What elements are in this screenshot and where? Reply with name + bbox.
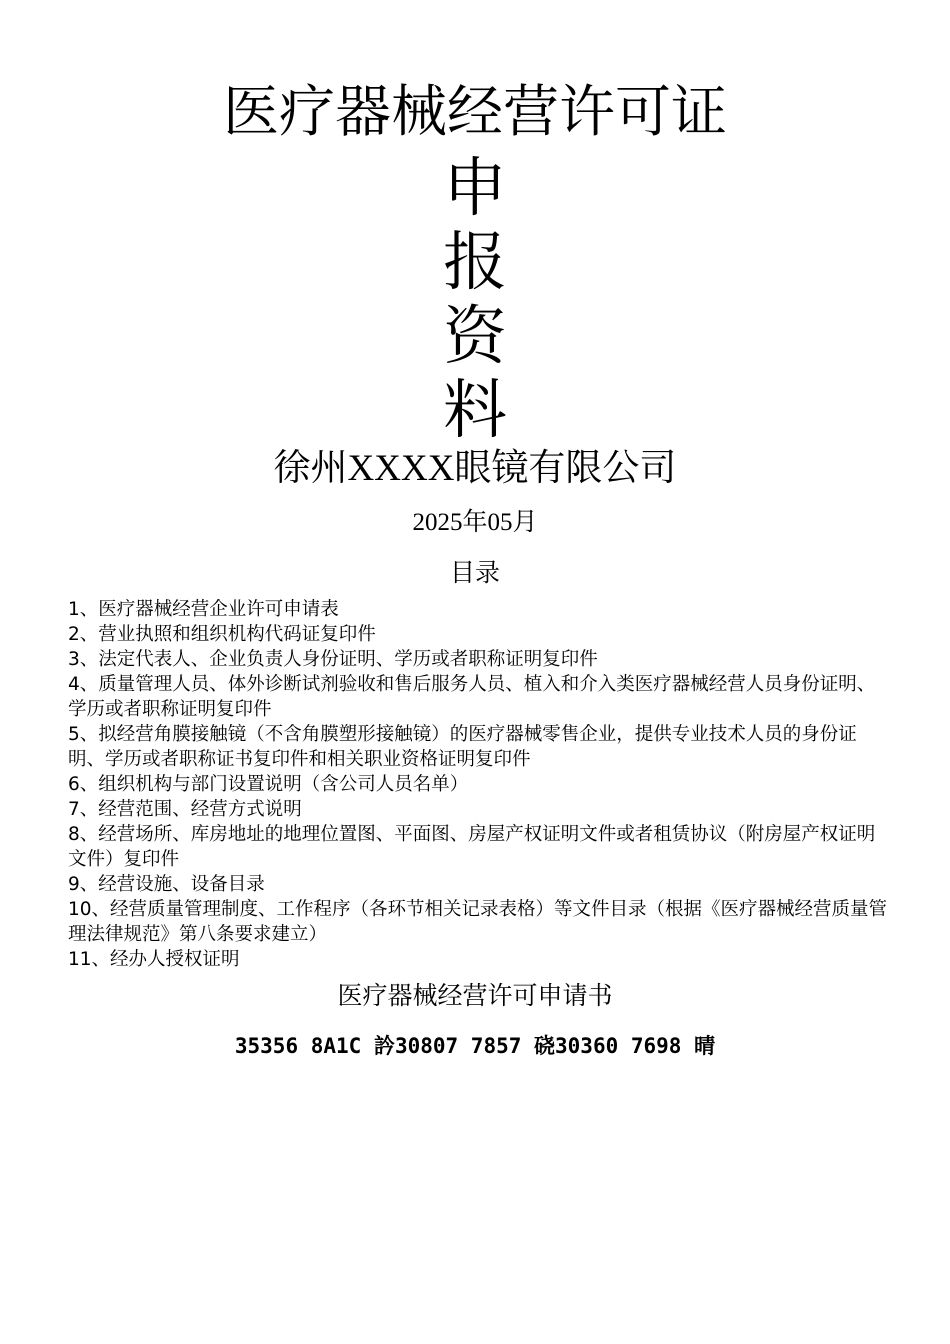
code-line: 35356 8A1C 訡30807 7857 硗30360 7698 晴 bbox=[234, 1034, 716, 1058]
application-title: 医疗器械经营许可申请书 bbox=[337, 981, 613, 1010]
vertical-title-char-3: 资 bbox=[443, 300, 507, 374]
toc-list bbox=[68, 597, 888, 972]
vertical-title-char-2: 报 bbox=[443, 226, 507, 300]
toc-item: 9、经营设施、设备目录 bbox=[68, 874, 265, 895]
document-date: 2025年05月 bbox=[412, 509, 538, 536]
company-name: 徐州XXXX眼镜有限公司 bbox=[273, 448, 677, 489]
toc-item: 4、质量管理人员、体外诊断试剂验收和售后服务人员、植入和介入类医疗器械经营人员身份证明、学历或者职称证明复印件 bbox=[68, 674, 876, 720]
toc-item: 11、经办人授权证明 bbox=[68, 949, 240, 970]
toc-item: 7、经营范围、经营方式说明 bbox=[68, 799, 302, 820]
toc-item: 3、法定代表人、企业负责人身份证明、学历或者职称证明复印件 bbox=[68, 649, 598, 670]
toc-heading: 目录 bbox=[449, 558, 500, 587]
vertical-title-char-4: 料 bbox=[443, 374, 507, 448]
vertical-title-char-1: 申 bbox=[443, 152, 507, 226]
toc-item: 10、经营质量管理制度、工作程序（各环节相关记录表格）等文件目录（根据《医疗器械经营质量管理法律规范》第八条要求建立） bbox=[68, 899, 888, 945]
toc-item: 8、经营场所、库房地址的地理位置图、平面图、房屋产权证明文件或者租赁协议（附房屋产权证明文件）复印件 bbox=[68, 824, 876, 870]
toc-item: 6、组织机构与部门设置说明（含公司人员名单） bbox=[68, 774, 469, 795]
toc-item: 5、拟经营角膜接触镜（不含角膜塑形接触镜）的医疗器械零售企业，提供专业技术人员的身份证明、学历或者职称证书复印件和相关职业资格证明复印件 bbox=[68, 724, 857, 770]
document-title: 医疗器械经营许可证 bbox=[223, 80, 727, 145]
toc-item: 2、营业执照和组织机构代码证复印件 bbox=[68, 624, 376, 645]
toc-item: 1、医疗器械经营企业许可申请表 bbox=[68, 599, 339, 620]
